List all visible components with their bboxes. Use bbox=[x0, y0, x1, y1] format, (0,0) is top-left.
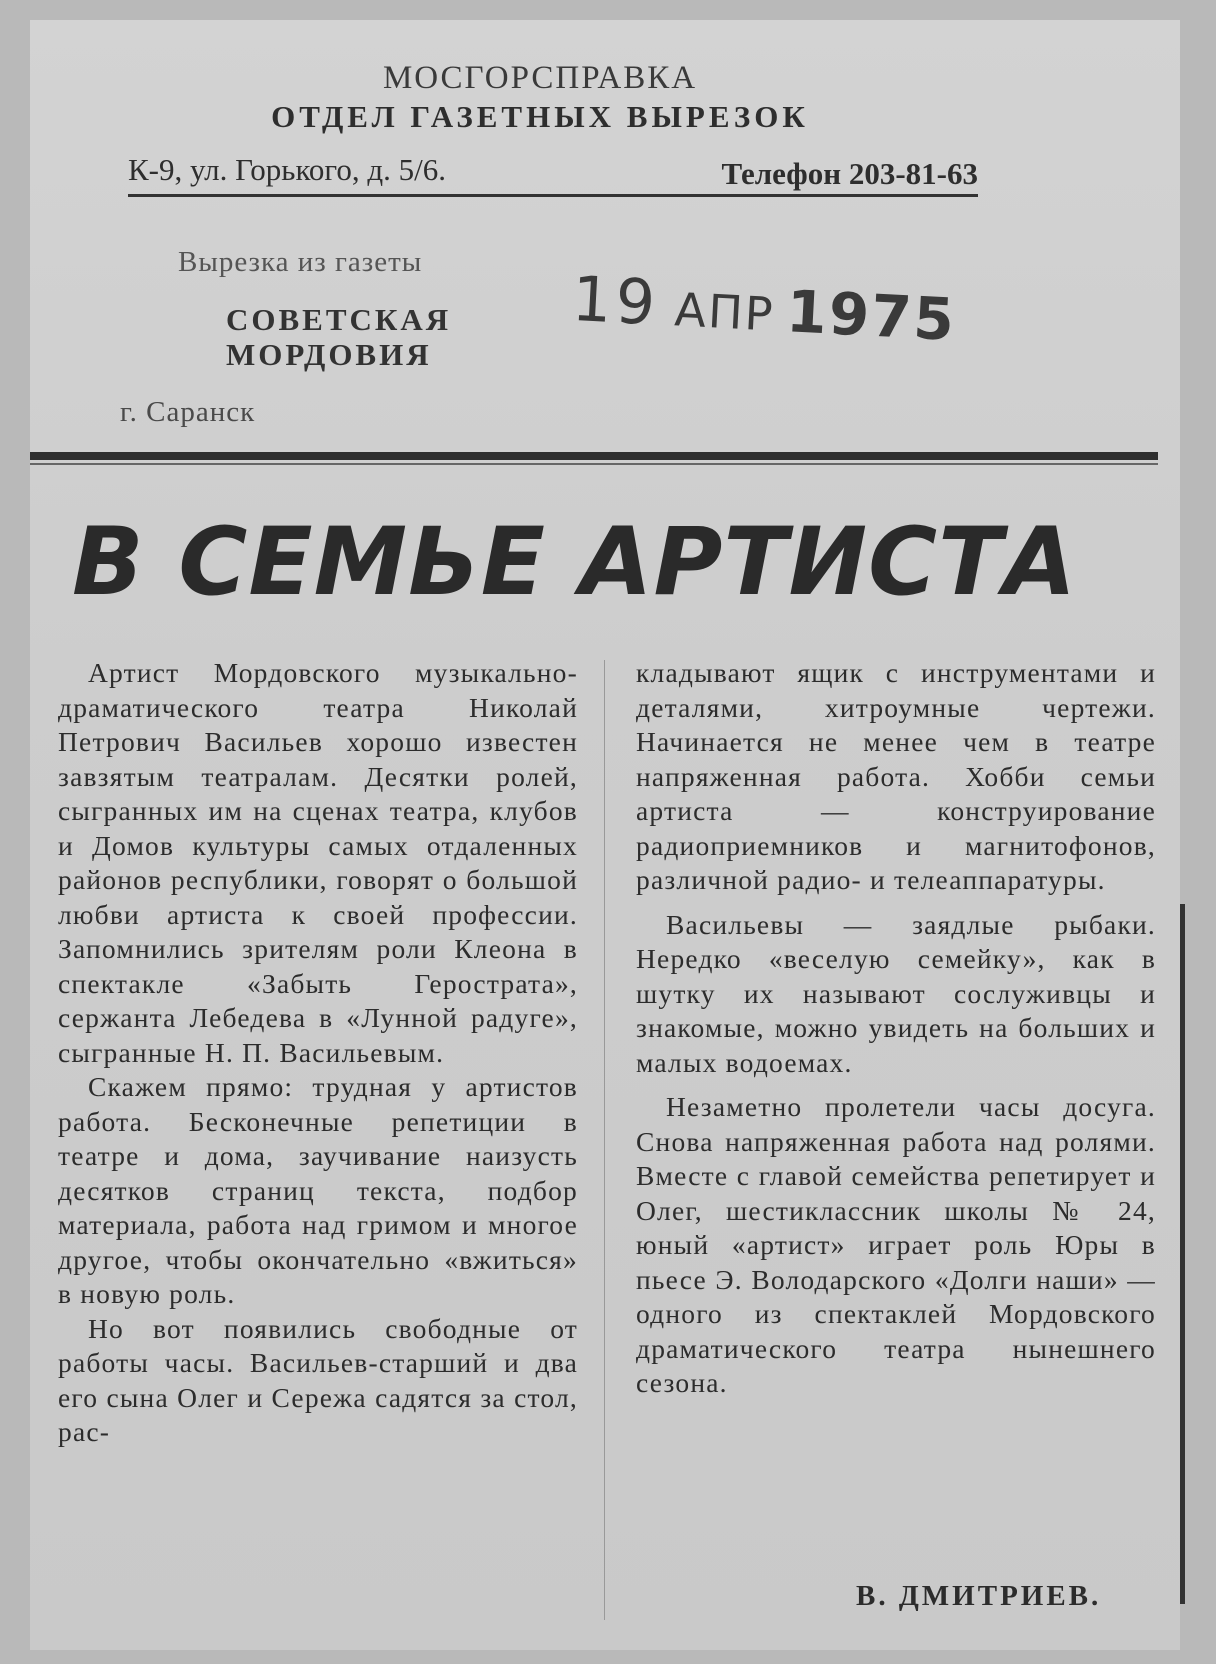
source-label: Вырезка из газеты bbox=[178, 246, 423, 278]
paragraph: Скажем прямо: трудная у артистов работа. Бесконечные репетиции в театре и дома, заучивание наизусть десятков страниц текста, подбор материала, работа над гримом и многое другое, чтобы окончательно «вжиться» в новую роль. bbox=[58, 1071, 578, 1309]
paragraph: Артист Мордовского музыкально-драматического театра Николай Петрович Васильев хорошо известен завзятым театралам. Десятки ролей, сыгранных им на сценах театра, клубов и Домов культуры самых отдаленных районов республики, говорят о большой любви артиста к своей профессии. Запомнились зрителям роли Клеона в спектакле «Забыть Герострата», сержанта Лебедева в «Лунной радуге», сыгранные Н. П. Васильевым. bbox=[58, 657, 578, 1068]
bureau-name: МОСГОРСПРАВКА bbox=[382, 60, 698, 96]
paragraph: Васильевы — заядлые рыбаки. Нередко «веселую семейку», как в шутку их называют сослуживцы и знакомые, можно увидеть на больших и малых водоемах. bbox=[636, 908, 1156, 1078]
clipping-edge-line bbox=[1180, 904, 1185, 1604]
paragraph: Незаметно пролетели часы досуга. Снова напряженная работа над ролями. Вместе с главой семейства репетирует и Олег, шестиклассник школы № 24, юный «артист» играет роль Юры в пьесе Э. Володарского «Долги наши» — одного из спектаклей Мордовского драматического театра нынешнего сезона. bbox=[636, 1091, 1156, 1398]
newspaper-name-line1: СОВЕТСКАЯ bbox=[226, 302, 452, 337]
stamp-year: 1975 bbox=[784, 277, 958, 355]
department-name: ОТДЕЛ ГАЗЕТНЫХ ВЫРЕЗОК bbox=[271, 99, 809, 134]
bureau-header bbox=[100, 60, 980, 191]
paragraph: Но вот появились свободные от работы часы. Васильев-старший и два его сына Олег и Сережа садятся за стол, рас- bbox=[58, 1312, 578, 1447]
article-byline: В. ДМИТРИЕВ. bbox=[856, 1580, 1102, 1612]
header-rule bbox=[30, 452, 1158, 460]
paragraph: кладывают ящик с инструментами и деталями, хитроумные чертежи. Начинается не менее чем в театре напряженная работа. Хобби семьи артиста — конструирование радиоприемников и магнитофонов, различной радио- и телеаппаратуры. bbox=[636, 657, 1156, 895]
newspaper-name bbox=[226, 302, 451, 372]
stamp-day: 19 bbox=[570, 261, 661, 340]
article-column-right bbox=[636, 656, 1156, 1401]
newspaper-name-line2: МОРДОВИЯ bbox=[226, 337, 432, 372]
header-rule-thin bbox=[30, 463, 1158, 465]
article-column-left bbox=[58, 656, 578, 1450]
column-divider bbox=[604, 660, 605, 1620]
bureau-phone: Телефон 203-81-63 bbox=[721, 156, 978, 191]
newspaper-city: г. Саранск bbox=[120, 396, 256, 428]
contact-line bbox=[128, 148, 978, 197]
article-title: В СЕМЬЕ АРТИСТА bbox=[72, 508, 1077, 617]
bureau-address: К-9, ул. Горького, д. 5/6. bbox=[128, 152, 447, 187]
stamp-month: АПР bbox=[673, 282, 776, 342]
